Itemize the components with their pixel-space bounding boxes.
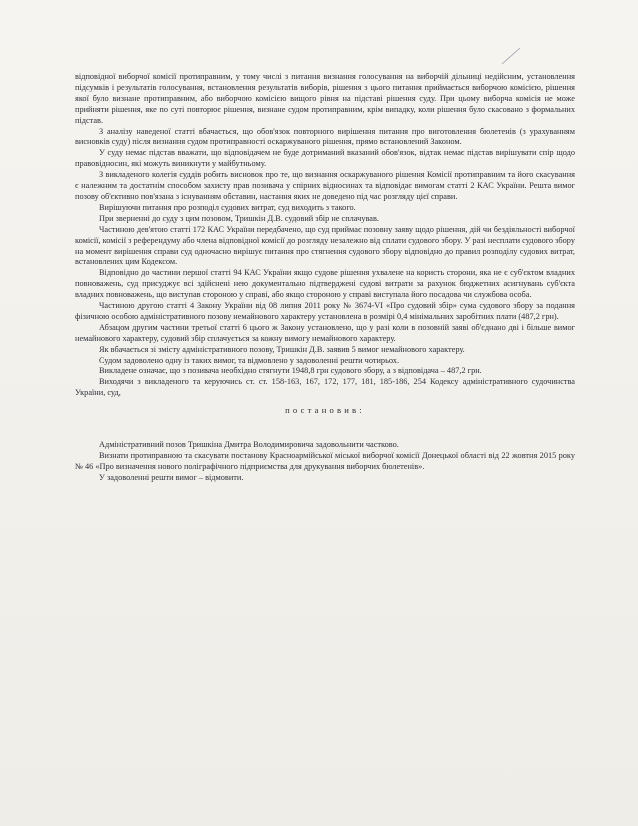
paragraph: Викладене означає, що з позивача необхідно стягнути 1948,8 грн судового збору, а з відповідача – 487,2 грн. <box>99 366 482 376</box>
paragraph: Відповідно до частини першої статті 94 КАС України якщо судове рішення ухвалене на користь сторони, яка не є суб'єктом владних повноважень, суд присуджує всі здійснені нею документально підтверджені судові витрати за рахунок бюджетних асигнувань суб'єкта владних повноважень, що виступав стороною у справі, або якщо стороною у справі виступала його посадова чи службова особа. <box>75 268 575 300</box>
pen-mark-icon <box>500 46 522 66</box>
document-body <box>75 72 575 484</box>
paragraph: Частиною другою статті 4 Закону України від 08 липня 2011 року № 3674-VI «Про судовий збір» сума судового збору за подання фізичною особою адміністративного позову немайнового характеру установлена в розмірі 0,4 мінімальних заробітних плати (487,2 грн). <box>75 301 575 321</box>
paragraph: Вирішуючи питання про розподіл судових витрат, суд виходить з такого. <box>99 202 356 212</box>
resolution-paragraph: Адміністративний позов Тришкіна Дмитра Володимировича задовольнити частково. <box>99 440 399 450</box>
paragraph: З аналізу наведеної статті вбачається, що обов'язок повторного вирішення питання про виготовлення бюлетенів (з урахуванням висновків суду) після визнання судом протиправності оскаржуваного рішення, прямо встановлений Законом. <box>75 126 575 147</box>
paragraph: Виходячи з викладеного та керуючись ст. ст. 158-163, 167, 172, 177, 181, 185-186, 254 Кодексу адміністративного судочинства України, суд, <box>75 377 575 398</box>
resolution-heading: постановив: <box>285 405 365 416</box>
paragraph: У суду немає підстав вважати, що відповідачем не буде дотриманий вказаний обов'язок, відтак немає підстав вирішувати спір щодо правовідносин, які можуть виникнути у майбутньому. <box>75 148 575 169</box>
paragraph: При зверненні до суду з цим позовом, Тришкін Д.В. судовий збір не сплачував. <box>99 213 379 223</box>
paragraph: Частиною дев'ятою статті 172 КАС України передбачено, що суд приймає позовну заяву щодо рішення, дій чи бездіяльності виборчої комісії, комісії з референдуму або члена відповідної комісії до розгляду незалежно від сплати судового збору. У разі несплати судового збору на момент вирішення справи суд одночасно вирішує питання про стягнення судового збору відповідно до правил розподілу судових витрат, встановлених цим Кодексом. <box>75 224 575 267</box>
paragraph: З викладеного колегія суддів робить висновок про те, що визнання оскаржуваного рішення Комісії протиправним та його скасування є належним та достатнім способом захисту прав позивача у спірних відносинах та відповідає вимогам статті 2 КАС України. Решта вимог позову об'єктивно пов'язана з існуванням обставин, настання яких не доведено під час розгляду цієї справи. <box>75 170 575 201</box>
resolution-paragraph: У задоволенні решти вимог – відмовити. <box>99 472 244 482</box>
paragraph: Судом задоволено одну із таких вимог, та відмовлено у задоволенні решти чотирьох. <box>99 355 400 365</box>
paragraph: Як вбачається зі змісту адміністративного позову, Тришкін Д.В. заявив 5 вимог немайнового характеру. <box>99 344 465 354</box>
resolution-paragraph: Визнати протиправною та скасувати постанову Красноармійської міської виборчої комісії Донецької області від 22 жовтня 2015 року № 46 «Про визначення нового поліграфічного підприємства для друкування виборчих бюлетенів». <box>75 451 575 471</box>
paragraph: Абзацом другим частини третьої статті 6 цього ж Закону установлено, що у разі коли в позовній заяві об'єднано дві і більше вимог немайнового характеру, судовий збір сплачується за кожну вимогу немайнового характеру. <box>75 322 575 343</box>
paragraph: відповідної виборчої комісії протиправним, у тому числі з питання визнання голосування на виборчій дільниці недійсним, установлення підсумків і результатів голосування, встановлення результатів виборів, рішення з цього питання приймається виборчою комісією, рішення якої було визнане протиправним, або виборчою комісією вищого рівня на підставі рішення суду. При цьому виборча комісія не може прийняти рішення, яке по суті повторює рішення, визнане судом протиправним, крім випадку, коли рішення було скасовано з формальних підстав. <box>75 72 575 125</box>
